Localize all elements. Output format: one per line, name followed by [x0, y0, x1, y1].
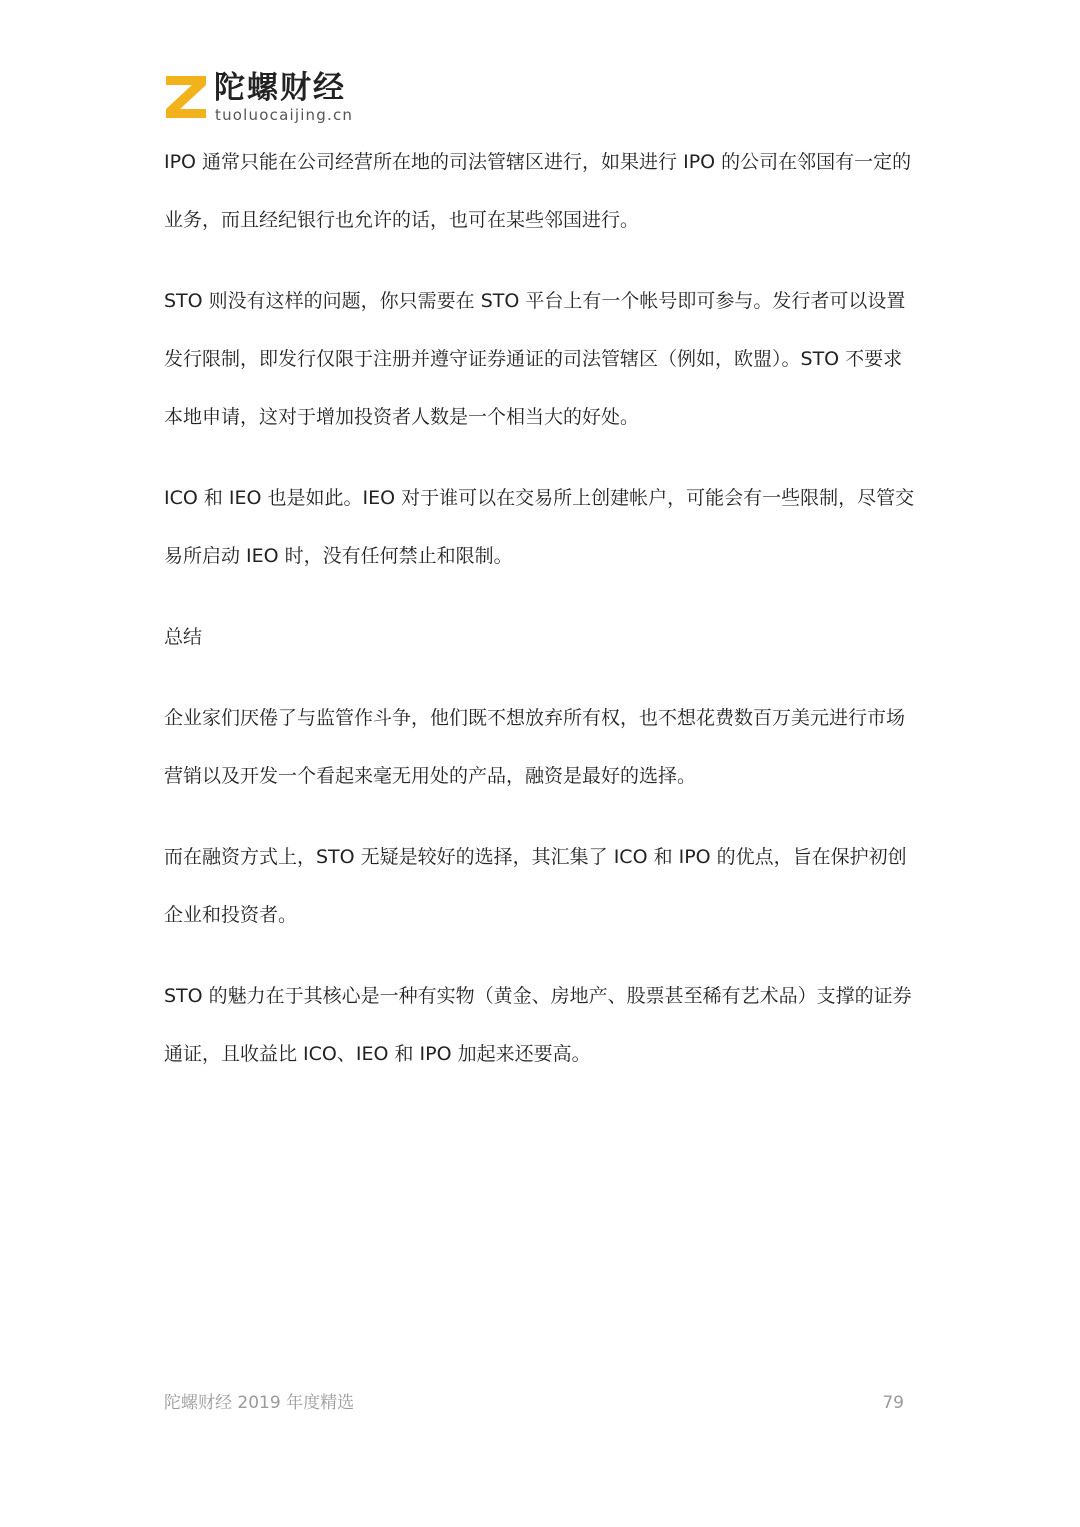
- section-heading: 总结: [164, 626, 203, 648]
- paragraph: ICO 和 IEO 也是如此。IEO 对于谁可以在交易所上创建帐户，可能会有一些限制，尽管交易所启动 IEO 时，没有任何禁止和限制。: [164, 487, 915, 567]
- page-number: 79: [882, 1393, 904, 1413]
- paragraph: STO 则没有这样的问题，你只需要在 STO 平台上有一个帐号即可参与。发行者可以设置发行限制，即发行仅限于注册并遵守证券通证的司法管辖区（例如，欧盟）。STO 不要求本地申请，这对于增加投资者人数是一个相当大的好处。: [164, 290, 906, 428]
- logo: [164, 70, 364, 126]
- paragraph: 企业家们厌倦了与监管作斗争，他们既不想放弃所有权，也不想花费数百万美元进行市场营销以及开发一个看起来毫无用处的产品，融资是最好的选择。: [164, 707, 906, 787]
- logo-name-cn: 陀螺财经: [214, 70, 346, 106]
- paragraph: STO 的魅力在于其核心是一种有实物（黄金、房地产、股票甚至稀有艺术品）支撑的证券通证，且收益比 ICO、IEO 和 IPO 加起来还要高。: [164, 985, 912, 1065]
- logo-domain: tuoluocaijing.cn: [215, 106, 354, 124]
- logo-z-icon: [164, 74, 208, 120]
- article-body: [164, 133, 918, 1106]
- paragraph: 而在融资方式上，STO 无疑是较好的选择，其汇集了 ICO 和 IPO 的优点，旨在保护初创企业和投资者。: [164, 846, 907, 926]
- paragraph: IPO 通常只能在公司经营所在地的司法管辖区进行，如果进行 IPO 的公司在邻国有一定的业务，而且经纪银行也允许的话，也可在某些邻国进行。: [164, 151, 912, 231]
- footer-publication: 陀螺财经 2019 年度精选: [164, 1393, 355, 1413]
